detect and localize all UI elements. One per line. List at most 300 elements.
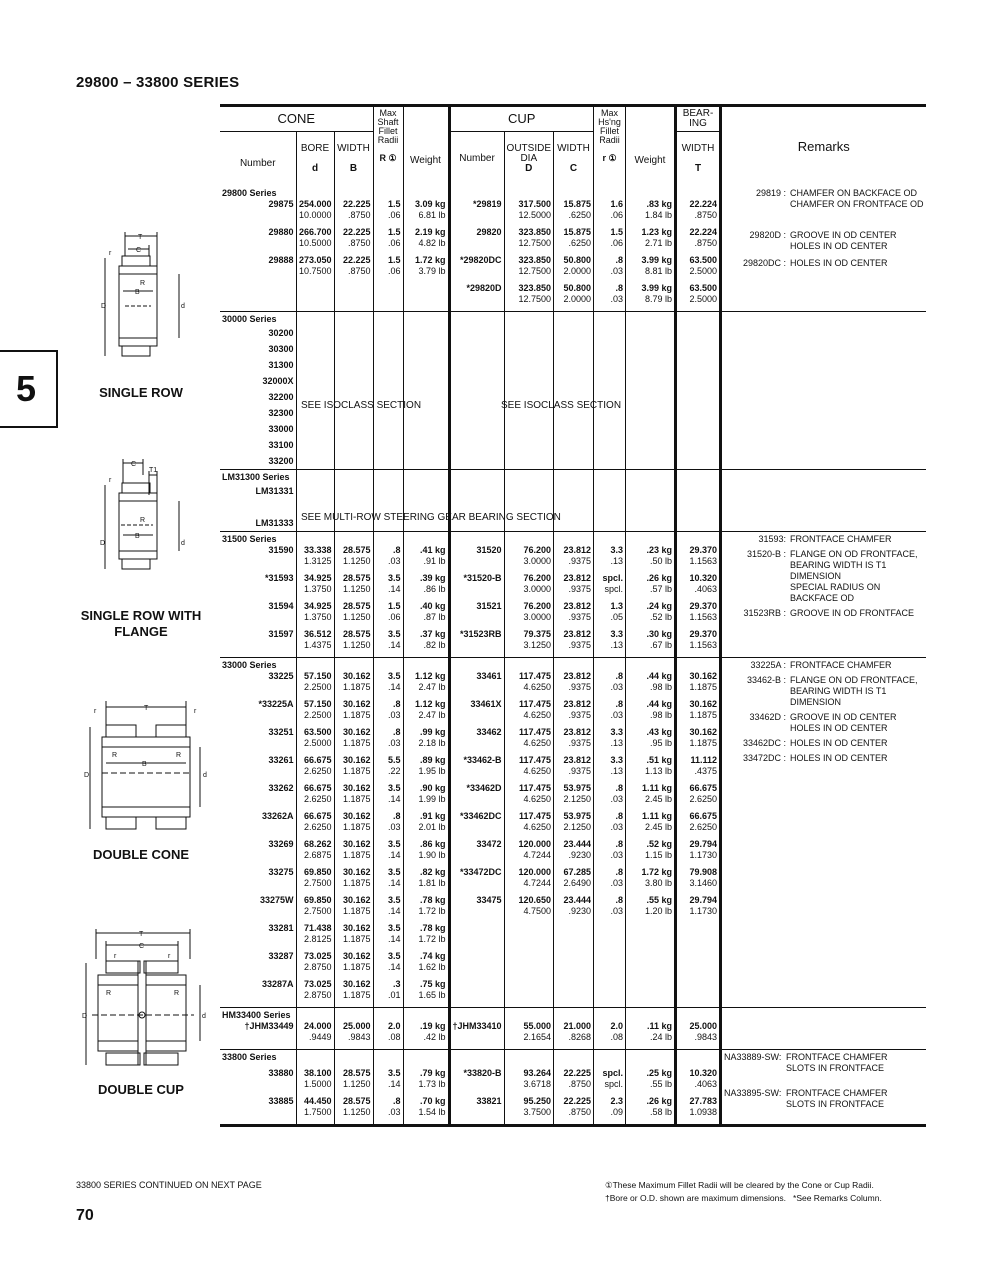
cell-uwt: .30 kg .67 lb [626,629,676,658]
cell-R: 2.0 .08 [373,1021,403,1050]
remarks-cell [721,532,926,658]
cell-T: 29.794 1.1730 [676,895,721,923]
cell-uw: 23.444 .9230 [554,895,594,923]
cell-r: .8 .03 [594,811,626,839]
cone-number: 31594 [268,601,294,611]
remarks-cell [721,470,926,532]
hsng-radii-header: Max Hs'ng Fillet Radii r ① [594,106,626,187]
remark-text: GROOVE IN OD CENTER HOLES IN OD CENTER [790,230,897,251]
table-header [220,106,926,187]
cone-number: 33262A [261,811,294,821]
series-header-row [220,532,926,546]
cell-cup: 33461X [449,699,504,727]
cell-od: 117.475 4.6250 [504,811,553,839]
cell-od: 95.250 3.7500 [504,1096,553,1126]
cell-r: .8 .03 [594,895,626,923]
remark-text: FRONTFACE CHAMFER SLOTS IN FRONTFACE [786,1052,888,1073]
cell-od: 79.375 3.1250 [504,629,553,658]
cell-cwt: .19 kg .42 lb [403,1021,449,1050]
cell-bore: 34.925 1.3750 [296,573,334,601]
cup-width-header: WIDTH C [554,132,594,187]
cell-cw: 28.575 1.1250 [334,1096,373,1126]
cell-bore: 266.700 10.5000 [296,227,334,255]
cell-cup: *29820D [449,283,504,312]
cell-cw: 30.162 1.1875 [334,699,373,727]
cell-cup: *31520-B [449,573,504,601]
cup-number-header: Number [449,132,504,187]
cell-cwt: .40 kg .87 lb [403,601,449,629]
cone-number: 33281 [268,923,294,933]
cell-T [676,951,721,979]
cell-uwt [626,923,676,951]
cell-od: 323.850 12.7500 [504,227,553,255]
cell-r: 3.3 .13 [594,755,626,783]
cone-header: CONE [220,106,373,132]
section-tab: 5 [0,350,58,428]
cell-R: 3.5 .14 [373,867,403,895]
cell-cwt: .70 kg 1.54 lb [403,1096,449,1126]
svg-text:r: r [168,953,171,960]
cell-uw: 53.975 2.1250 [554,811,594,839]
remark-key: 31593: [758,534,786,544]
cell-uwt: 1.11 kg 2.45 lb [626,783,676,811]
cell-cup: 33461 [449,671,504,699]
cell-cwt [403,283,449,312]
cell-bore: 44.450 1.7500 [296,1096,334,1126]
svg-text:T: T [139,931,144,938]
cell-od: 323.850 12.7500 [504,255,553,283]
remark-text: FRONTFACE CHAMFER [790,660,892,670]
cell-uw: 23.812 .9375 [554,573,594,601]
cell-od [504,979,553,1008]
cell-uwt: .11 kg .24 lb [626,1021,676,1050]
series-header-row [220,186,926,199]
cell-od [504,923,553,951]
series-header-row [220,1050,926,1069]
cell-uwt: .55 kg 1.20 lb [626,895,676,923]
cell-uwt: .43 kg .95 lb [626,727,676,755]
cell-uwt: .51 kg 1.13 lb [626,755,676,783]
remark-key: 33472DC : [742,753,786,763]
cell-bore: 69.850 2.7500 [296,867,334,895]
cell-R: 3.5 .14 [373,951,403,979]
double-cup-diagram [82,925,212,1075]
cell-bore: 24.000 .9449 [296,1021,334,1050]
cell-uw: 22.225 .8750 [554,1068,594,1096]
cell-T: 25.000 .9843 [676,1021,721,1050]
cell-cup [449,923,504,951]
svg-text:B: B [142,761,147,768]
cone-number: 31300 [268,359,294,370]
cell-cup: *29820DC [449,255,504,283]
cell-cup: 33472 [449,839,504,867]
cell-cup: *33472DC [449,867,504,895]
cell-T: 22.224 .8750 [676,199,721,227]
cell-r: .8 .03 [594,255,626,283]
cone-number: 33287 [268,951,294,961]
cell-cwt: .78 kg 1.72 lb [403,895,449,923]
remark-entry [724,1052,924,1074]
remark-text: GROOVE IN OD FRONTFACE [790,608,915,618]
cell-od: 76.200 3.0000 [504,601,553,629]
cell-T [676,979,721,1008]
cell-R: .8 .03 [373,727,403,755]
cell-cwt: .41 kg .91 lb [403,545,449,573]
cone-number: 33885 [268,1096,294,1106]
cone-number: †JHM33449 [244,1021,294,1031]
cell-od: 76.200 3.0000 [504,545,553,573]
cell-cup: *33462-B [449,755,504,783]
cell-R: .8 .03 [373,545,403,573]
multirow-note: SEE MULTI-ROW STEERING GEAR BEARING SECTION [301,512,561,523]
cell-cup: †JHM33410 [449,1021,504,1050]
cell-cup: *33820-B [449,1068,504,1096]
single-row-diagram [95,228,195,378]
cone-number: 33880 [268,1068,294,1078]
remark-entry [724,258,924,269]
cell-od: 120.650 4.7500 [504,895,553,923]
cone-number: 33269 [268,839,294,849]
cone-number: 33287A [261,979,294,989]
cell-cwt: .37 kg .82 lb [403,629,449,658]
cell-uwt: 1.23 kg 2.71 lb [626,227,676,255]
cell-uw: 67.285 2.6490 [554,867,594,895]
remarks-cell [721,186,926,312]
cell-uwt: .26 kg .58 lb [626,1096,676,1126]
remark-entry [724,738,924,749]
cell-r: spcl. spcl. [594,573,626,601]
cone-number: *33225A [258,699,294,709]
remark-entry [724,230,924,252]
single-row-flange-diagram [95,455,195,595]
cell-cw: 28.575 1.1250 [334,629,373,658]
cell-bore: 57.150 2.2500 [296,671,334,699]
remark-entry [724,1088,924,1110]
footnote-radii: ①These Maximum Fillet Radii will be cleared by the Cone or Cup Radii. [605,1180,874,1190]
series-label: 33800 Series [220,1050,296,1069]
cell-cw: 30.162 1.1875 [334,951,373,979]
cup-header: CUP [449,106,594,132]
cell-cup: *33462D [449,783,504,811]
cell-cwt: .90 kg 1.99 lb [403,783,449,811]
cell-cw: 22.225 .8750 [334,199,373,227]
cell-od: 117.475 4.6250 [504,755,553,783]
bearing-header: BEAR-ING [676,106,721,132]
remarks-cell [721,1050,926,1126]
shaft-radii-header: Max Shaft Fillet Radii R ① [373,106,403,187]
single-row-flange-label: SINGLE ROW WITH FLANGE [80,608,202,639]
cell-uw: 23.812 .9375 [554,755,594,783]
isoclass-note-cone: SEE ISOCLASS SECTION [301,400,422,411]
remark-entry [724,753,924,764]
svg-text:D: D [82,1013,88,1020]
cell-uwt: .83 kg 1.84 lb [626,199,676,227]
cell-cwt: .75 kg 1.65 lb [403,979,449,1008]
remarks-header: Remarks [721,106,926,187]
cone-weight-header: Weight [403,106,449,187]
cell-cw: 30.162 1.1875 [334,755,373,783]
cell-uwt: .23 kg .50 lb [626,545,676,573]
cell-cw: 30.162 1.1875 [334,811,373,839]
cell-uw: 15.875 .6250 [554,199,594,227]
cell-cup [449,979,504,1008]
bore-header: BORE d [296,132,334,187]
cell-T [676,923,721,951]
cell-uw: 23.812 .9375 [554,545,594,573]
cell-bore: 33.338 1.3125 [296,545,334,573]
cell-r: 3.3 .13 [594,545,626,573]
cell-R: 3.5 .14 [373,573,403,601]
cell-R: 1.5 .06 [373,199,403,227]
remark-text: FRONTFACE CHAMFER [790,534,892,544]
cell-uw: 50.800 2.0000 [554,283,594,312]
cell-cw: 22.225 .8750 [334,255,373,283]
cell-T: 27.783 1.0938 [676,1096,721,1126]
cell-cw: 30.162 1.1875 [334,727,373,755]
cell-bore: 71.438 2.8125 [296,923,334,951]
cell-uw [554,979,594,1008]
cell-uw [554,951,594,979]
cell-cw: 30.162 1.1875 [334,923,373,951]
cell-R: 5.5 .22 [373,755,403,783]
svg-text:C: C [139,943,145,950]
cell-T: 66.675 2.6250 [676,811,721,839]
cell-cup: *31523RB [449,629,504,658]
cell-r: 2.0 .08 [594,1021,626,1050]
cone-number: LM31331 [255,485,294,496]
svg-text:r: r [94,708,97,715]
cell-uwt: .25 kg .55 lb [626,1068,676,1096]
cell-bore: 66.675 2.6250 [296,783,334,811]
double-cone-label: DOUBLE CONE [92,847,190,862]
cell-od: 55.000 2.1654 [504,1021,553,1050]
svg-text:d: d [203,772,207,779]
cell-R [373,283,403,312]
remark-text: FRONTFACE CHAMFER SLOTS IN FRONTFACE [786,1088,888,1109]
cone-number: 33000 [268,423,294,434]
cell-uw: 23.812 .9375 [554,671,594,699]
cell-T: 29.370 1.1563 [676,601,721,629]
cell-bore: 273.050 10.7500 [296,255,334,283]
cell-T: 29.370 1.1563 [676,545,721,573]
series-label: 29800 Series [222,188,277,198]
cell-bore: 57.150 2.2500 [296,699,334,727]
cell-T: 29.794 1.1730 [676,839,721,867]
cell-uwt: .52 kg 1.15 lb [626,839,676,867]
cell-cup: 33475 [449,895,504,923]
cell-cw: 30.162 1.1875 [334,783,373,811]
cell-bore: 66.675 2.6250 [296,811,334,839]
cone-number: 33200 [268,455,294,466]
cell-cw: 30.162 1.1875 [334,671,373,699]
svg-text:C: C [136,247,142,254]
cell-cwt: .74 kg 1.62 lb [403,951,449,979]
cone-number: 33261 [268,755,294,765]
cell-cwt: .86 kg 1.90 lb [403,839,449,867]
remark-key: 33462DC : [742,738,786,748]
svg-text:R: R [106,990,112,997]
cell-cw: 30.162 1.1875 [334,839,373,867]
remarks-cell [721,658,926,1008]
cell-R: 3.5 .14 [373,783,403,811]
cell-cwt: .79 kg 1.73 lb [403,1068,449,1096]
double-cone-diagram [82,695,212,845]
cell-uwt: .44 kg .98 lb [626,699,676,727]
cell-uw: 23.812 .9375 [554,601,594,629]
remark-entry [724,188,924,210]
series-label: 30000 Series [220,312,296,326]
cell-cwt: .78 kg 1.72 lb [403,923,449,951]
cell-od: 117.475 4.6250 [504,699,553,727]
footnote-max-dims: †Bore or O.D. shown are maximum dimensions. *See Remarks Column. [605,1193,882,1203]
series-header-row [220,470,926,484]
cell-od: 317.500 12.5000 [504,199,553,227]
cell-od: 117.475 4.6250 [504,727,553,755]
cone-number: *31593 [264,573,294,583]
cell-bore: 69.850 2.7500 [296,895,334,923]
cell-uwt: 1.11 kg 2.45 lb [626,811,676,839]
cone-number: 33251 [268,727,294,737]
cell-cw: 28.575 1.1250 [334,1068,373,1096]
cell-r: .8 .03 [594,783,626,811]
cell-T: 30.162 1.1875 [676,699,721,727]
cell-R: .3 .01 [373,979,403,1008]
series-label: 31500 Series [220,532,296,546]
cell-T: 63.500 2.5000 [676,283,721,312]
cell-cwt: .99 kg 2.18 lb [403,727,449,755]
cell-bore: 66.675 2.6250 [296,755,334,783]
cell-cw: 30.162 1.1875 [334,979,373,1008]
cell-cup: 31520 [449,545,504,573]
cell-od: 323.850 12.7500 [504,283,553,312]
cell-r: 1.3 .05 [594,601,626,629]
cone-number: 30300 [268,343,294,354]
cell-od: 120.000 4.7244 [504,867,553,895]
cell-uwt: 3.99 kg 8.81 lb [626,255,676,283]
cell-r: 3.3 .13 [594,629,626,658]
cell-od: 76.200 3.0000 [504,573,553,601]
remark-text: FLANGE ON OD FRONTFACE, BEARING WIDTH IS T1 DIMENSION [790,675,918,707]
cell-cwt: 1.72 kg 3.79 lb [403,255,449,283]
remark-key: 29820D : [749,230,786,240]
svg-text:T: T [144,705,149,712]
cell-bore: 68.262 2.6875 [296,839,334,867]
cell-R: 3.5 .14 [373,629,403,658]
series-label: HM33400 Series [220,1008,296,1022]
cone-width-header: WIDTH B [334,132,373,187]
remark-key: 33225A : [750,660,786,670]
svg-text:T1: T1 [149,467,158,474]
remark-text: HOLES IN OD CENTER [790,738,888,748]
isoclass-note-cup: SEE ISOCLASS SECTION [501,400,622,411]
remark-key: 31520-B : [746,549,786,559]
cell-cup: 29820 [449,227,504,255]
cell-R: 1.5 .06 [373,227,403,255]
bearing-spec-table [220,104,926,1127]
cell-r [594,979,626,1008]
cell-bore: 73.025 2.8750 [296,951,334,979]
remark-key: NA33889-SW: [724,1052,782,1062]
cell-cup [449,951,504,979]
cone-number: 33275 [268,867,294,877]
cell-cw [334,283,373,312]
cell-cup: 33462 [449,727,504,755]
cell-bore: 36.512 1.4375 [296,629,334,658]
svg-text:D: D [100,540,106,547]
cell-bore: 73.025 2.8750 [296,979,334,1008]
cell-cwt: 3.09 kg 6.81 lb [403,199,449,227]
svg-text:d: d [181,303,185,310]
remark-entry [724,608,924,619]
cell-T: 30.162 1.1875 [676,671,721,699]
cell-cw: 22.225 .8750 [334,227,373,255]
remark-key: 33462-B : [746,675,786,685]
remark-text: GROOVE IN OD CENTER HOLES IN OD CENTER [790,712,897,733]
remarks-cell [721,1008,926,1050]
cell-R: .8 .03 [373,811,403,839]
remark-key: NA33895-SW: [724,1088,782,1098]
cell-bore: 38.100 1.5000 [296,1068,334,1096]
cell-r: .8 .03 [594,283,626,312]
cell-od: 117.475 4.6250 [504,783,553,811]
cell-cwt: .39 kg .86 lb [403,573,449,601]
cone-number: 32000X [262,375,294,386]
cone-number: LM31333 [255,517,294,528]
cell-bore: 254.000 10.0000 [296,199,334,227]
cell-R: 3.5 .14 [373,839,403,867]
cell-T: 79.908 3.1460 [676,867,721,895]
remark-key: 29819 : [755,188,786,198]
cell-uwt [626,979,676,1008]
cone-number: 33100 [268,439,294,450]
svg-text:d: d [202,1013,206,1020]
cell-r: .8 .03 [594,867,626,895]
cell-R: 3.5 .14 [373,923,403,951]
cell-r: .8 .03 [594,699,626,727]
cell-cw: 28.575 1.1250 [334,601,373,629]
svg-text:r: r [194,708,197,715]
cell-cw: 28.575 1.1250 [334,545,373,573]
cell-bore: 63.500 2.5000 [296,727,334,755]
cell-bore [296,283,334,312]
cell-R: 1.5 .06 [373,601,403,629]
cell-uw: 23.812 .9375 [554,629,594,658]
cell-r: 1.6 .06 [594,199,626,227]
cone-number: 29875 [268,199,294,209]
svg-text:R: R [112,752,118,759]
table-body [220,186,926,1126]
cell-bore: 34.925 1.3750 [296,601,334,629]
remark-entry [724,660,924,671]
svg-text:D: D [84,772,90,779]
cone-number: 30200 [268,327,294,338]
cell-T: 30.162 1.1875 [676,727,721,755]
cell-uw: 23.444 .9230 [554,839,594,867]
cell-R: 3.5 .14 [373,895,403,923]
double-cup-label: DOUBLE CUP [98,1082,184,1097]
cell-uwt: 1.72 kg 3.80 lb [626,867,676,895]
page-number: 70 [76,1207,94,1224]
cell-uw: 23.812 .9375 [554,727,594,755]
cell-r: 3.3 .13 [594,727,626,755]
svg-text:R: R [176,752,182,759]
svg-text:C: C [131,461,137,468]
cell-r [594,923,626,951]
cell-uw: 22.225 .8750 [554,1096,594,1126]
cell-cw: 30.162 1.1875 [334,895,373,923]
svg-text:D: D [101,303,107,310]
cell-r: .8 .03 [594,839,626,867]
